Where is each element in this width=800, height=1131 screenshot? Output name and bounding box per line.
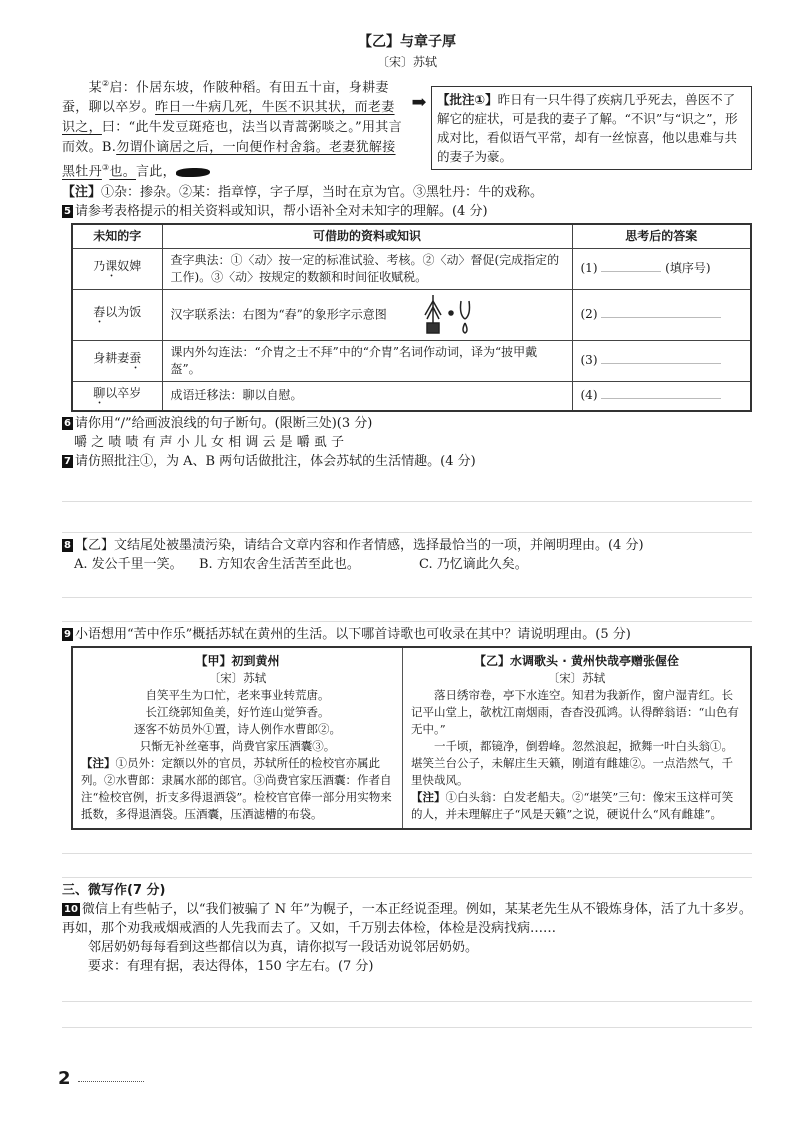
text: 启：仆居东坡，作陂种稻。有田五十亩，身耕妻蚕，聊以卒岁。 bbox=[62, 80, 389, 116]
column-header: 未知的字 bbox=[72, 224, 162, 249]
section-heading: 三、微写作(7 分) bbox=[62, 882, 166, 898]
poem-line: 长江绕郭知鱼美，好竹连山觉笋香。 bbox=[145, 704, 330, 719]
answer-line[interactable] bbox=[62, 854, 752, 878]
poem-line: 只惭无补丝毫事，尚费官家压酒囊③。 bbox=[139, 738, 336, 753]
poems-box bbox=[71, 646, 752, 830]
footnote-mark: ② bbox=[101, 79, 110, 88]
poem-jia bbox=[73, 648, 403, 828]
answer-cell[interactable]: (1) (填序号) bbox=[572, 248, 751, 289]
reference-info: 查字典法：①〈动〉按一定的标准试验、考核。②〈动〉督促(完成指定的工作)。③〈动〉按规定的数额和时间征收赋税。 bbox=[162, 248, 572, 289]
notes bbox=[62, 183, 752, 202]
reference-info: 课内外勾连法：“介胄之士不拜”中的“介胄”名词作动词，译为“披甲戴盔”。 bbox=[162, 340, 572, 381]
passage-section bbox=[62, 74, 752, 183]
unknown-word: 乃课奴婢 bbox=[72, 248, 162, 289]
passage-author: 〔宋〕苏轼 bbox=[376, 55, 437, 69]
answer-cell[interactable]: (4) bbox=[572, 381, 751, 411]
answer-line[interactable] bbox=[62, 1002, 752, 1028]
poem-line: 逐客不妨员外①置，诗人例作水曹郎②。 bbox=[134, 721, 341, 736]
answer-cell[interactable]: (3) bbox=[572, 340, 751, 381]
option-a[interactable]: A. 发公千里一笑。 bbox=[74, 556, 183, 572]
notes-label: 【注】 bbox=[62, 184, 102, 200]
question-9 bbox=[62, 625, 752, 644]
unknown-word: 身耕妻蚕 bbox=[72, 340, 162, 381]
answer-line[interactable] bbox=[62, 502, 752, 533]
poem-line: 自笑平生为口忙，老来事业转荒唐。 bbox=[145, 687, 330, 702]
poem-title: 【甲】初到黄州 bbox=[195, 653, 280, 668]
table-row bbox=[72, 248, 751, 289]
text: 曰：“此牛发豆斑疮也，法当以青蒿粥啖之。”用其言而效。 bbox=[62, 120, 402, 156]
ink-blot bbox=[176, 168, 210, 177]
question-text: 请你用“/”给画波浪线的句子断句。(限断三处)(3 分) bbox=[74, 415, 373, 431]
question-text: 请参考表格提示的相关资料或知识，帮小语补全对未知字的理解。(4 分) bbox=[74, 203, 488, 219]
unknown-word: 聊以卒岁 bbox=[72, 381, 162, 411]
reference-info: 汉字联系法：右图为“舂”的象形字示意图 bbox=[162, 289, 572, 340]
poem-paragraph: 一千顷，都镜净，倒碧峰。忽然浪起，掀舞一叶白头翁①。堪笑兰台公子，未解庄生天籁，刚道有雌雄②。一点浩然气，千里快哉风。 bbox=[411, 738, 733, 787]
answer-line[interactable] bbox=[62, 976, 752, 1002]
question-number: 6 bbox=[64, 417, 71, 429]
answer-line[interactable] bbox=[62, 598, 752, 622]
question-number: 9 bbox=[64, 628, 71, 640]
knowledge-table bbox=[71, 223, 752, 412]
option-b[interactable]: B. 方知农舍生活苦至此也。 bbox=[199, 556, 360, 572]
unknown-word: 舂以为饭 bbox=[72, 289, 162, 340]
question-5 bbox=[62, 202, 752, 221]
annotation-box bbox=[431, 86, 752, 170]
table-row bbox=[72, 289, 751, 340]
answer-line[interactable] bbox=[62, 574, 752, 598]
page-divider bbox=[78, 1081, 144, 1082]
poem-paragraph: 落日绣帘卷，亭下水连空。知君为我新作，窗户湿青红。长记平山堂上，欹枕江南烟雨，杳杳没孤鸿。认得醉翁语：“山色有无中。” bbox=[411, 687, 739, 736]
poem-author: 〔宋〕苏轼 bbox=[208, 670, 267, 685]
question-text: 【乙】文结尾处被墨渍污染，请结合文章内容和作者情感，选择最恰当的一项，并阐明理由。(4 分) bbox=[74, 537, 644, 553]
reference-info: 成语迁移法：聊以自慰。 bbox=[162, 381, 572, 411]
sentence-a: 昨日一牛病几死，牛医不识其状，而老妻识之， bbox=[62, 100, 395, 136]
question-10 bbox=[62, 900, 752, 976]
question-text: 小语想用“苦中作乐”概括苏轼在黄州的生活。以下哪首诗歌也可收录在其中？请说明理由。(5 分) bbox=[74, 626, 631, 642]
question-number: 8 bbox=[64, 539, 71, 551]
question-text: 微信上有些帖子，以“我们被骗了 N 年”为幌子，一本正经说歪理。例如，某某老先生从不锻炼身体，活了九十多岁。再如，那个劝我戒烟戒酒的人先我而去了。又如，千万别去体检，体检是没病找病…… bbox=[62, 901, 752, 936]
pictograph-image bbox=[421, 293, 481, 337]
passage-text bbox=[62, 74, 407, 183]
poem-yi bbox=[403, 648, 750, 828]
footnote-mark: ③ bbox=[101, 163, 110, 173]
column-header: 思考后的答案 bbox=[572, 224, 751, 249]
requirements: 要求：有理有据，表达得体，150 字左右。(7 分) bbox=[88, 958, 374, 974]
sentence-b: 勿谓仆谪居之后，一向便作村舍翁。老妻犹解接黑牡丹 bbox=[62, 140, 396, 180]
question-number: 5 bbox=[64, 205, 71, 217]
arrow-icon: ➡ bbox=[411, 92, 427, 113]
poem-title: 【乙】水调歌头 · 黄州快哉亭赠张偓佺 bbox=[474, 653, 679, 668]
options bbox=[62, 555, 752, 574]
answer-cell[interactable]: (2) bbox=[572, 289, 751, 340]
label-b: B. bbox=[101, 140, 117, 156]
table-row bbox=[72, 340, 751, 381]
passage-title: 【乙】与章子厚 bbox=[358, 34, 456, 50]
annotation-text: 昨日有一只牛得了疾病几乎死去，兽医不了解它的症状，可是我的妻子了解。“不识”与“识之”，形成对比，看似语气平常，却有一丝惊喜，他以患难与共的妻子为豪。 bbox=[437, 92, 738, 164]
poem-author: 〔宋〕苏轼 bbox=[547, 670, 606, 685]
poem-note: 【注】①员外：定额以外的官员，苏轼所任的检校官亦属此列。②水曹郎：隶属水部的郎官。③尚费官家压酒囊：作者自注“检校官例，折支多得退酒袋”。检校官官俸一部分用实物来抵数，多得退酒袋。压酒囊，压酒滤槽的布袋。 bbox=[81, 755, 392, 821]
text: 言此， bbox=[136, 164, 176, 180]
option-c[interactable]: C. 乃忆谪此久矣。 bbox=[419, 556, 528, 572]
page-number: 2 bbox=[58, 1068, 71, 1089]
question-8 bbox=[62, 536, 752, 555]
text: 也。 bbox=[109, 164, 136, 180]
question-number: 7 bbox=[64, 455, 71, 467]
poem-note: 【注】①白头翁：白发老船夫。②“堪笑”三句：像宋玉这样可笑的人，并未理解庄子“风是天籁”之说，硬说什么“风有雌雄”。 bbox=[411, 789, 734, 821]
question-7 bbox=[62, 452, 752, 471]
column-header: 可借助的资料或知识 bbox=[162, 224, 572, 249]
question-6 bbox=[62, 414, 752, 433]
question-text: 邻居奶奶每每看到这些都信以为真，请你拟写一段话劝说邻居奶奶。 bbox=[88, 939, 479, 955]
sentence-to-punctuate: 嚼 之 啧 啧 有 声 小 儿 女 相 调 云 是 嚼 虱 子 bbox=[74, 434, 344, 450]
notes-text: ①杂：掺杂。②某：指章惇，字子厚，当时在京为官。③黑牡丹：牛的戏称。 bbox=[101, 184, 544, 200]
annotation-label: 【批注①】 bbox=[437, 92, 498, 107]
table-header-row bbox=[72, 224, 751, 249]
page-content bbox=[62, 32, 752, 1028]
table-row bbox=[72, 381, 751, 411]
answer-line[interactable] bbox=[62, 471, 752, 502]
text: 某 bbox=[88, 80, 102, 96]
answer-line[interactable] bbox=[62, 830, 752, 854]
question-text: 请仿照批注①，为 A、B 两句话做批注，体会苏轼的生活情趣。(4 分) bbox=[74, 453, 476, 469]
question-number: 10 bbox=[64, 903, 78, 915]
